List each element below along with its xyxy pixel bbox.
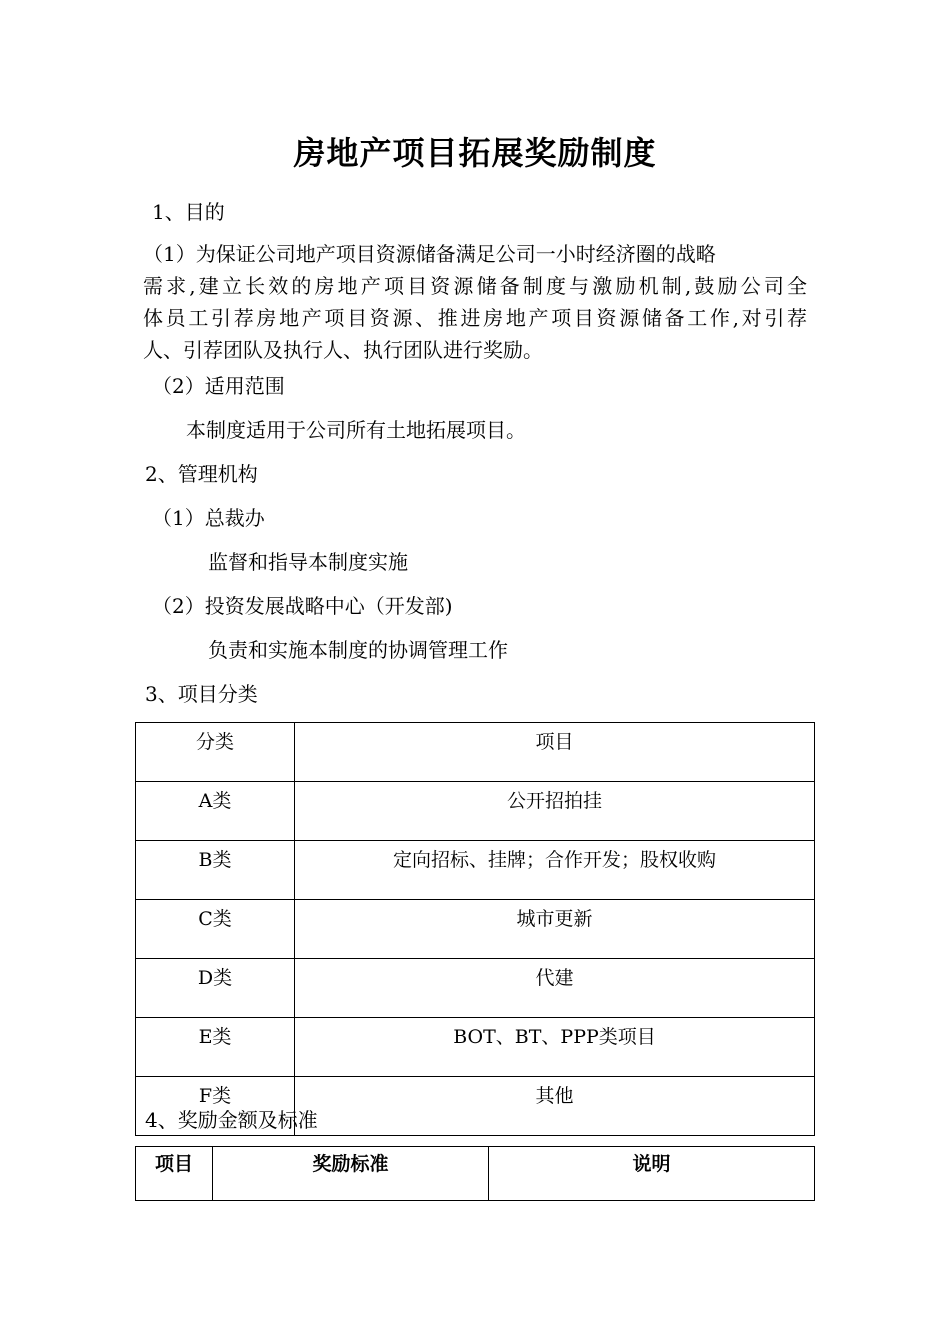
org-item1-heading: （1）总裁办 [152, 506, 265, 530]
scope-heading: （2）适用范围 [152, 374, 285, 398]
award-table [135, 1146, 815, 1201]
purpose-line: 人、引荐团队及执行人、执行团队进行奖励。 [143, 338, 543, 362]
purpose-line: 体员工引荐房地产项目资源、推进房地产项目资源储备工作,对引荐 [143, 306, 807, 330]
header-cell-standard: 奖励标准 [213, 1147, 489, 1201]
purpose-line: （1）为保证公司地产项目资源储备满足公司一小时经济圈的战略 [143, 242, 716, 266]
header-cell-item: 项目 [136, 1147, 213, 1201]
category-cell: D类 [136, 959, 295, 1018]
category-cell: F类 [136, 1077, 295, 1136]
table-row [136, 900, 815, 959]
table-row [136, 782, 815, 841]
project-cell: 定向招标、挂牌；合作开发；股权收购 [295, 841, 815, 900]
project-cell: 代建 [295, 959, 815, 1018]
org-item1-text: 监督和指导本制度实施 [208, 550, 408, 574]
project-cell: BOT、BT、PPP类项目 [295, 1018, 815, 1077]
table-header-row [136, 1147, 815, 1201]
table-row [136, 959, 815, 1018]
header-cell-project: 项目 [295, 723, 815, 782]
category-cell: A类 [136, 782, 295, 841]
project-cell: 其他 [295, 1077, 815, 1136]
table-row [136, 841, 815, 900]
project-cell: 公开招拍挂 [295, 782, 815, 841]
header-cell-note: 说明 [489, 1147, 815, 1201]
category-cell: B类 [136, 841, 295, 900]
section4-heading: 4、奖励金额及标准 [145, 1108, 318, 1132]
document-title: 房地产项目拓展奖励制度 [293, 134, 657, 172]
classification-table [135, 722, 815, 1136]
section3-heading: 3、项目分类 [145, 682, 258, 706]
table-row [136, 1018, 815, 1077]
category-cell: E类 [136, 1018, 295, 1077]
section1-heading: 1、目的 [152, 200, 225, 224]
purpose-paragraph [143, 238, 807, 366]
org-item2-text: 负责和实施本制度的协调管理工作 [208, 638, 508, 662]
project-cell: 城市更新 [295, 900, 815, 959]
section2-heading: 2、管理机构 [145, 462, 258, 486]
category-cell: C类 [136, 900, 295, 959]
header-cell-category: 分类 [136, 723, 295, 782]
scope-text: 本制度适用于公司所有土地拓展项目。 [186, 418, 526, 442]
table-header-row [136, 723, 815, 782]
org-item2-heading: （2）投资发展战略中心（开发部) [152, 594, 453, 618]
purpose-line: 需求,建立长效的房地产项目资源储备制度与激励机制,鼓励公司全 [143, 274, 807, 298]
